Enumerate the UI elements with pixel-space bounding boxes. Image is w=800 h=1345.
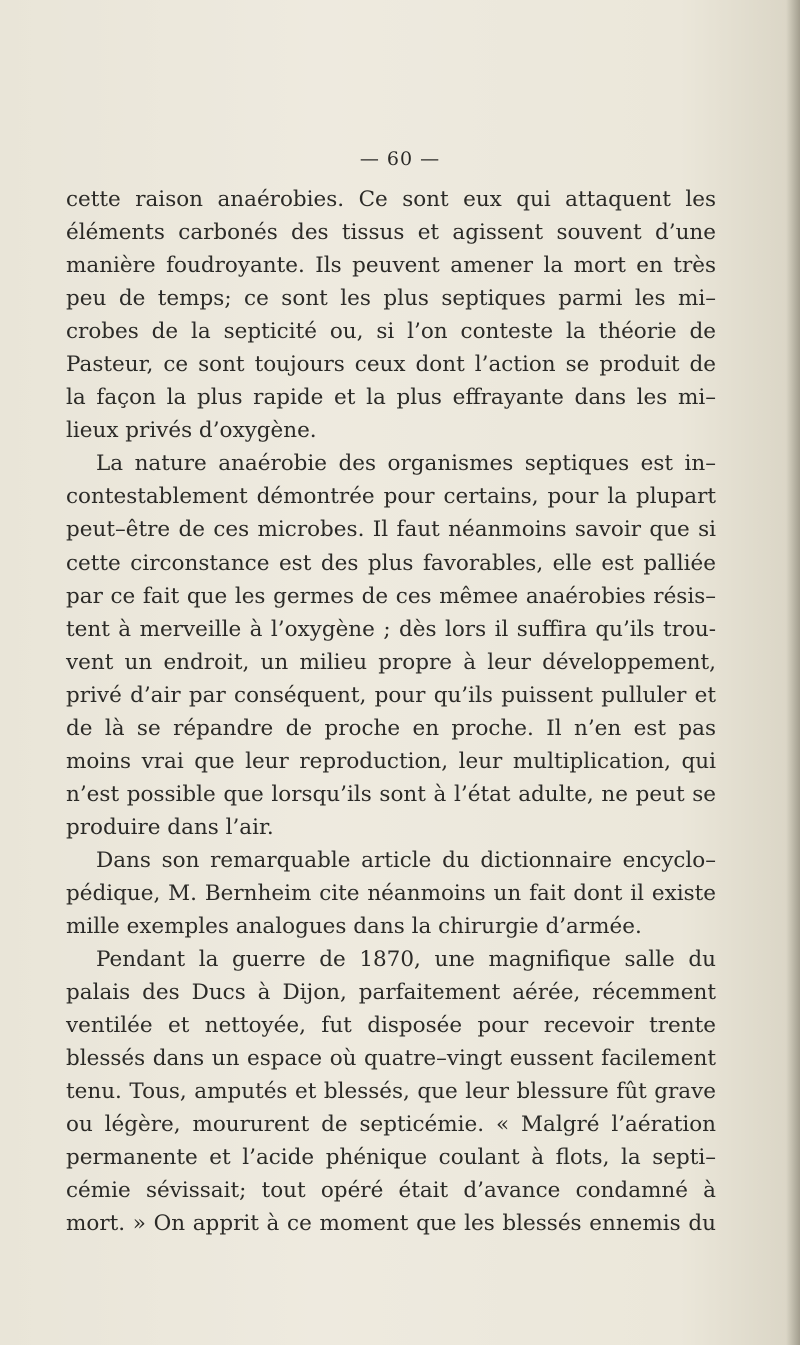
text-line: ventilée et nettoyée, fut disposée pour recevoir trente: [66, 1013, 716, 1039]
text-line: manière foudroyante. Ils peuvent amener la mort en très: [66, 253, 716, 279]
page-edge-shadow: [786, 0, 800, 1345]
text-line: La nature anaérobie des organismes septiques est in–: [96, 451, 716, 477]
text-line: n’est possible que lorsqu’ils sont à l’état adulte, ne peut se: [66, 781, 716, 807]
text-line: peut–être de ces microbes. Il faut néanmoins savoir que si: [66, 517, 716, 543]
text-line: palais des Ducs à Dijon, parfaitement aérée, récemment: [66, 980, 716, 1006]
text-line: mort. » On apprit à ce moment que les blessés ennemis du: [66, 1211, 716, 1237]
text-line: de là se répandre de proche en proche. Il n’en est pas: [66, 715, 716, 741]
text-line: permanente et l’acide phénique coulant à flots, la septi–: [66, 1145, 716, 1171]
text-line: cémie sévissait; tout opéré était d’avance condamné à: [66, 1178, 716, 1204]
text-line: crobes de la septicité ou, si l’on conteste la théorie de: [66, 319, 716, 345]
text-line: ou légère, moururent de septicémie. « Malgré l’aération: [66, 1112, 716, 1138]
page-number: — 60 —: [359, 148, 441, 170]
text-line: mille exemples analogues dans la chirurgie d’armée.: [66, 914, 642, 940]
text-line: cette raison anaérobies. Ce sont eux qui attaquent les: [66, 187, 716, 212]
text-line: cette circonstance est des plus favorables, elle est palliée: [66, 550, 716, 576]
text-line: lieux privés d’oxygène.: [66, 418, 317, 444]
text-line: vent un endroit, un milieu propre à leur développement,: [66, 649, 716, 675]
text-line: moins vrai que leur reproduction, leur multiplication, qui: [66, 748, 716, 774]
text-line: produire dans l’air.: [66, 814, 274, 840]
text-line: par ce fait que les germes de ces mêmee anaérobies résis–: [66, 583, 716, 609]
text-line: privé d’air par conséquent, pour qu’ils puissent pulluler et: [66, 682, 716, 708]
text-line: peu de temps; ce sont les plus septiques parmi les mi–: [66, 286, 716, 312]
text-line: tent à merveille à l’oxygène ; dès lors il suffira qu’ils trou-: [66, 616, 716, 642]
text-line: Pasteur, ce sont toujours ceux dont l’action se produit de: [66, 352, 716, 378]
text-line: Dans son remarquable article du dictionnaire encyclo–: [96, 847, 716, 873]
text-line: Pendant la guerre de 1870, une magnifique salle du: [96, 947, 716, 973]
text-line: la façon la plus rapide et la plus effrayante dans les mi–: [66, 385, 716, 411]
text-line: tenu. Tous, amputés et blessés, que leur blessure fût grave: [66, 1079, 716, 1105]
text-line: blessés dans un espace où quatre–vingt eussent facilement: [66, 1046, 716, 1072]
body-text: [66, 183, 716, 1241]
text-line: pédique, M. Bernheim cite néanmoins un fait dont il existe: [66, 880, 716, 906]
text-line: éléments carbonés des tissus et agissent souvent d’une: [66, 220, 716, 246]
text-line: contestablement démontrée pour certains, pour la plupart: [66, 484, 716, 510]
